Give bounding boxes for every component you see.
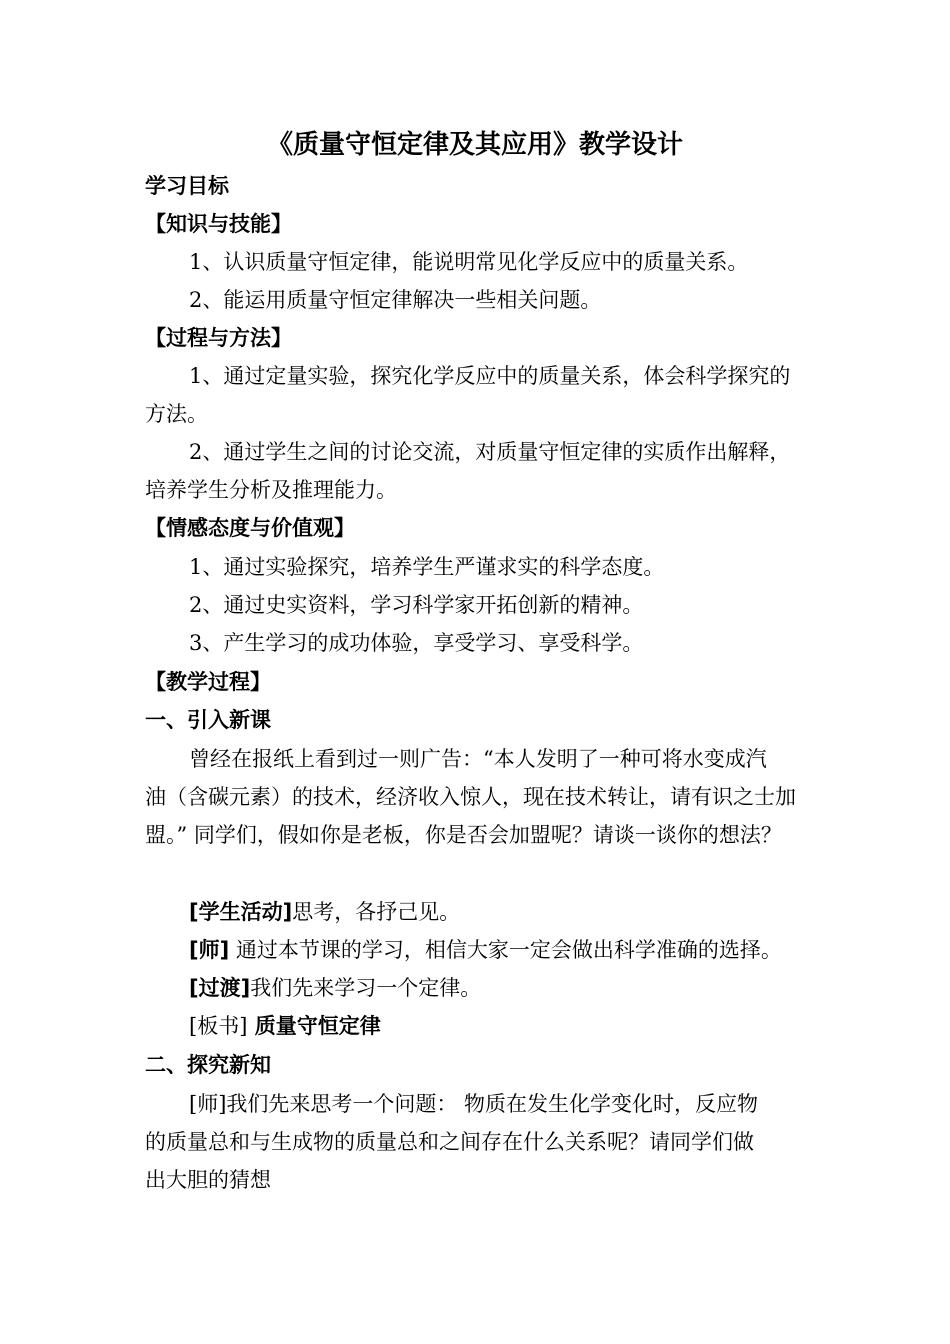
objectives-heading: 学习目标	[145, 174, 229, 198]
section-2-para-line-1: [师]我们先来思考一个问题： 物质在发生化学变化时，反应物	[189, 1092, 759, 1116]
section-1-heading: 一、引入新课	[145, 708, 271, 732]
emotion-heading: 【情感态度与价值观】	[145, 516, 355, 540]
process-item-1-line-2: 方法。	[145, 402, 208, 426]
section-1-para-line-1: 曾经在报纸上看到过一则广告：“本人发明了一种可将水变成汽	[189, 747, 767, 771]
teacher-text: 通过本节课的学习，相信大家一定会做出科学准确的选择。	[229, 938, 782, 962]
section-1-para-line-2: 油（含碳元素）的技术，经济收入惊人，现在技术转让，请有识之士加	[145, 785, 796, 809]
transition-tag: [过渡]	[189, 976, 251, 1000]
teaching-heading: 【教学过程】	[145, 670, 271, 694]
process-item-2-line-2: 培养学生分析及推理能力。	[145, 478, 397, 502]
process-item-1-line-1: 1、通过定量实验，探究化学反应中的质量关系，体会科学探究的	[189, 364, 791, 388]
process-heading: 【过程与方法】	[145, 326, 292, 350]
transition-line	[189, 974, 869, 1002]
process-item-2-line-1: 2、通过学生之间的讨论交流，对质量守恒定律的实质作出解释，	[189, 440, 791, 464]
board-tag: [板书]	[189, 1014, 248, 1038]
document-title: 《质量守恒定律及其应用》教学设计	[266, 130, 683, 160]
teacher-line	[189, 936, 869, 964]
board-text: 质量守恒定律	[247, 1014, 381, 1038]
emotion-item-1: 1、通过实验探究，培养学生严谨求实的科学态度。	[189, 555, 665, 579]
section-2-heading: 二、探究新知	[145, 1053, 271, 1077]
student-activity-text: 思考，各抒己见。	[292, 900, 461, 924]
section-1-para-line-3: 盟。” 同学们，假如你是老板，你是否会加盟呢？请谈一谈你的想法？	[145, 823, 782, 847]
knowledge-heading: 【知识与技能】	[145, 212, 292, 236]
emotion-item-3: 3、产生学习的成功体验，享受学习、享受科学。	[189, 631, 644, 655]
knowledge-item-1: 1、认识质量守恒定律，能说明常见化学反应中的质量关系。	[189, 250, 749, 274]
section-2-para-line-3: 出大胆的猜想	[145, 1168, 271, 1192]
transition-text: 我们先来学习一个定律。	[250, 976, 482, 1000]
teacher-tag: [师]	[189, 938, 230, 962]
board-line	[189, 1012, 869, 1040]
knowledge-item-2: 2、能运用质量守恒定律解决一些相关问题。	[189, 288, 602, 312]
section-2-para-line-2: 的质量总和与生成物的质量总和之间存在什么关系呢？请同学们做	[145, 1130, 754, 1154]
student-activity-line	[189, 898, 869, 926]
student-activity-tag: [学生活动]	[189, 900, 293, 924]
emotion-item-2: 2、通过史实资料，学习科学家开拓创新的精神。	[189, 593, 644, 617]
